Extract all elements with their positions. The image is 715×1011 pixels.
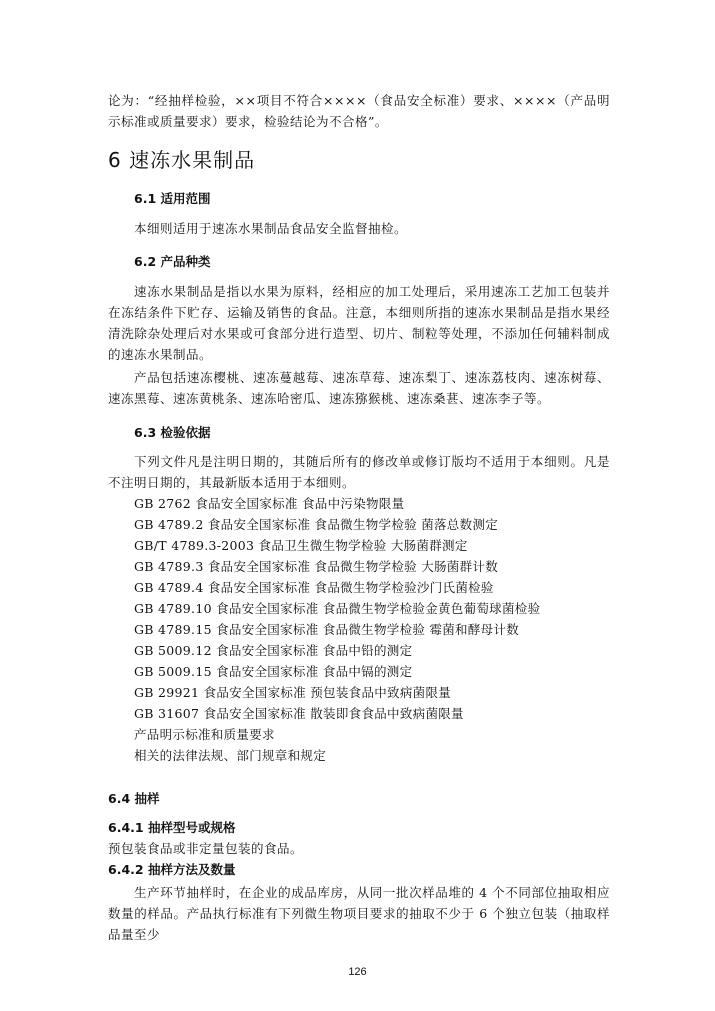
heading-6-3: 6.3 检验依据 [134, 425, 211, 440]
page-number: 126 [348, 966, 367, 978]
reference-item: GB 31607 食品安全国家标准 散装即食食品中致病菌限量 [134, 706, 464, 721]
reference-item: GB 4789.15 食品安全国家标准 食品微生物学检验 霉菌和酵母计数 [134, 622, 520, 637]
reference-item: GB 2762 食品安全国家标准 食品中污染物限量 [134, 496, 405, 511]
heading-6-4-1: 6.4.1 抽样型号或规格 [108, 820, 236, 835]
reference-item: 相关的法律法规、部门规章和规定 [134, 748, 327, 763]
reference-item: GB 29921 食品安全国家标准 预包装食品中致病菌限量 [134, 685, 452, 700]
section-title: 6 速冻水果制品 [108, 148, 256, 172]
reference-item: GB 4789.3 食品安全国家标准 食品微生物学检验 大肠菌群计数 [134, 559, 499, 574]
reference-item: GB 4789.2 食品安全国家标准 食品微生物学检验 菌落总数测定 [134, 517, 499, 532]
paragraph-6-2-products: 产品包括速冻樱桃、速冻蔓越莓、速冻草莓、速冻梨丁、速冻荔枝肉、速冻树莓、速冻黑莓、速冻黄桃条、速冻哈密瓜、速冻猕猴桃、速冻桑葚、速冻李子等。 [108, 370, 610, 406]
paragraph-6-4-1: 预包装食品或非定量包装的食品。 [108, 841, 304, 856]
reference-item: GB/T 4789.3-2003 食品卫生微生物学检验 大肠菌群测定 [134, 538, 468, 553]
reference-item: GB 4789.10 食品安全国家标准 食品微生物学检验金黄色葡萄球菌检验 [134, 601, 541, 616]
reference-list [134, 493, 636, 766]
heading-6-4-2: 6.4.2 抽样方法及数量 [108, 862, 236, 877]
paragraph-6-4-2: 生产环节抽样时，在企业的成品库房，从同一批次样品堆的 4 个不同部位抽取相应数量的样品。产品执行标准有下列微生物项目要求的抽取不少于 6 个独立包装（抽取样品量至少 [108, 885, 610, 942]
reference-item: GB 5009.12 食品安全国家标准 食品中铅的测定 [134, 643, 413, 658]
paragraph-6-1: 本细则适用于速冻水果制品食品安全监督抽检。 [134, 221, 408, 236]
heading-6-2: 6.2 产品种类 [134, 254, 211, 269]
reference-item: 产品明示标准和质量要求 [134, 727, 275, 742]
reference-item: GB 4789.4 食品安全国家标准 食品微生物学检验沙门氏菌检验 [134, 580, 494, 595]
continuation-paragraph: 论为：“经抽样检验，××项目不符合××××（食品安全标准）要求、××××（产品明示标准或质量要求）要求，检验结论为不合格”。 [108, 93, 610, 129]
heading-6-1: 6.1 适用范围 [134, 191, 211, 206]
reference-item: GB 5009.15 食品安全国家标准 食品中镉的测定 [134, 664, 413, 679]
paragraph-6-2-definition: 速冻水果制品是指以水果为原料，经相应的加工处理后，采用速冻工艺加工包装并在冻结条件下贮存、运输及销售的食品。注意，本细则所指的速冻水果制品是指水果经清洗除杂处理后对水果或可食部分进行造型、切片、制粒等处理，不添加任何辅料制成的速冻水果制品。 [108, 284, 610, 362]
paragraph-6-3-intro: 下列文件凡是注明日期的，其随后所有的修改单或修订版均不适用于本细则。凡是不注明日期的，其最新版本适用于本细则。 [108, 454, 610, 490]
heading-6-4: 6.4 抽样 [108, 791, 160, 806]
